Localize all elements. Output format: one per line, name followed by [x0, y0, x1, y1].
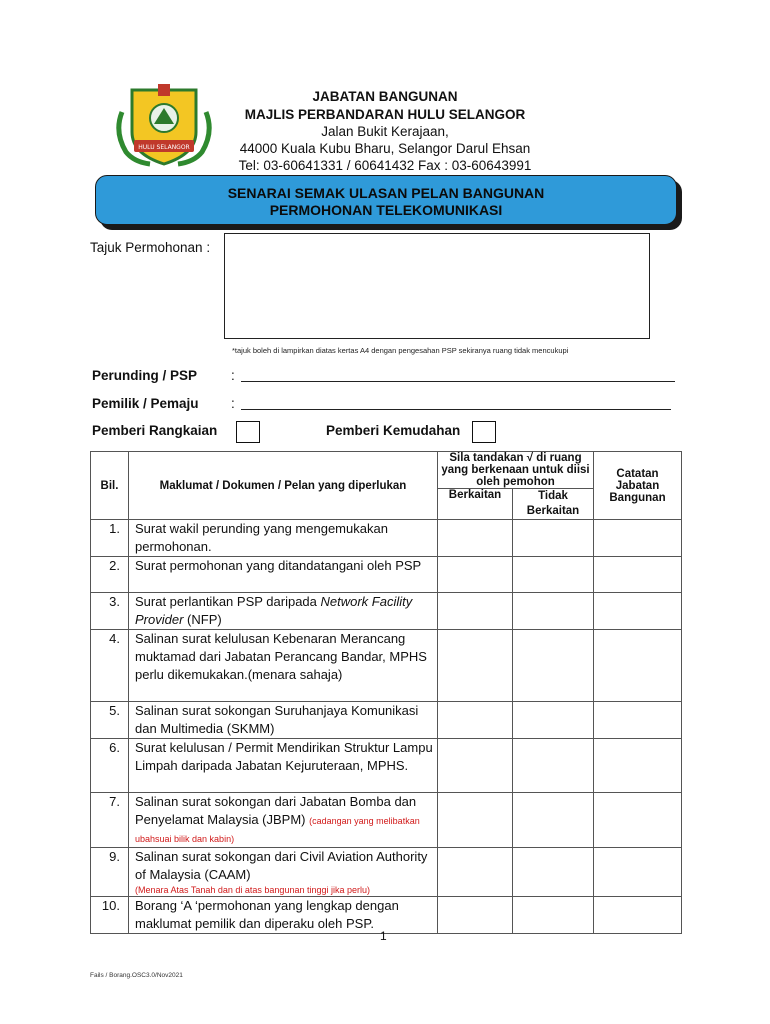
row-number: 6.: [91, 739, 129, 793]
row-number: 1.: [91, 520, 129, 557]
row-text: Surat kelulusan / Permit Mendirikan Struktur Lampu Limpah daripada Jabatan Kejuruteraan, MPHS.: [129, 739, 438, 793]
col-not-relevant-header: Tidak Berkaitan: [513, 489, 594, 520]
not-relevant-cell[interactable]: [513, 848, 594, 897]
contact-line: Tel: 03-60641331 / 60641432 Fax : 03-60643991: [238, 158, 532, 173]
council-name: MAJLIS PERBANDARAN HULU SELANGOR: [244, 107, 526, 122]
remarks-cell[interactable]: [594, 557, 682, 593]
row-text: Salinan surat sokongan dari Civil Aviation Authority of Malaysia (CAAM) (Menara Atas Tanah dan di atas bangunan tinggi jika perlu): [129, 848, 438, 897]
col-no-header: Bil.: [91, 452, 129, 520]
relevant-cell[interactable]: [438, 593, 513, 630]
title-label: Tajuk Permohonan :: [90, 240, 211, 255]
table-row: [91, 593, 682, 630]
not-relevant-cell[interactable]: [513, 739, 594, 793]
relevant-cell[interactable]: [438, 520, 513, 557]
row-red-note: (cadangan yang melibatkan ubahsuai bilik dan kabin): [135, 816, 420, 844]
relevant-cell[interactable]: [438, 630, 513, 702]
page-number: 1: [380, 929, 387, 943]
table-header-row-1: [91, 452, 682, 489]
checklist-table: [90, 451, 682, 934]
row-text: Surat perlantikan PSP daripada Network Facility Provider (NFP): [129, 593, 438, 630]
consultant-label: Perunding / PSP: [92, 368, 198, 383]
owner-field[interactable]: [241, 409, 671, 410]
row-text: Salinan surat sokongan dari Jabatan Bomba dan Penyelamat Malaysia (JBPM) (cadangan yang melibatkan ubahsuai bilik dan kabin): [129, 793, 438, 848]
table-row: [91, 848, 682, 897]
table-row: [91, 897, 682, 934]
not-relevant-cell[interactable]: [513, 897, 594, 934]
row-text: Borang ‘A ‘permohonan yang lengkap dengan maklumat pemilik dan diperaku oleh PSP.: [129, 897, 438, 934]
not-relevant-cell[interactable]: [513, 593, 594, 630]
not-relevant-cell[interactable]: [513, 702, 594, 739]
relevant-cell[interactable]: [438, 848, 513, 897]
footer-reference: Fails / Borang.OSC3.0/Nov2021: [90, 972, 183, 979]
row-text: Surat wakil perunding yang mengemukakan permohonan.: [129, 520, 438, 557]
owner-label: Pemilik / Pemaju: [92, 396, 199, 411]
table-row: [91, 557, 682, 593]
row-number: 7.: [91, 793, 129, 848]
row-number: 9.: [91, 848, 129, 897]
department-title: JABATAN BANGUNAN: [312, 89, 458, 104]
facility-provider-checkbox[interactable]: [472, 421, 496, 443]
remarks-cell[interactable]: [594, 702, 682, 739]
owner-colon: :: [231, 396, 235, 411]
row-number: 5.: [91, 702, 129, 739]
col-item-header: Maklumat / Dokumen / Pelan yang diperlukan: [129, 452, 438, 520]
banner-line-1: SENARAI SEMAK ULASAN PELAN BANGUNAN: [227, 185, 545, 201]
table-row: [91, 520, 682, 557]
remarks-cell[interactable]: [594, 739, 682, 793]
consultant-colon: :: [231, 368, 235, 383]
logo-text: HULU SELANGOR: [138, 144, 190, 151]
remarks-cell[interactable]: [594, 593, 682, 630]
relevant-cell[interactable]: [438, 702, 513, 739]
consultant-field[interactable]: [241, 381, 675, 382]
network-provider-checkbox[interactable]: [236, 421, 260, 443]
network-provider-label: Pemberi Rangkaian: [92, 423, 218, 438]
row-number: 3.: [91, 593, 129, 630]
relevant-cell[interactable]: [438, 793, 513, 848]
remarks-cell[interactable]: [594, 897, 682, 934]
not-relevant-cell[interactable]: [513, 630, 594, 702]
table-row: [91, 793, 682, 848]
row-number: 4.: [91, 630, 129, 702]
relevant-cell[interactable]: [438, 897, 513, 934]
title-note: *tajuk boleh di lampirkan diatas kertas A4 dengan pengesahan PSP sekiranya ruang tidak mencukupi: [232, 346, 569, 355]
table-row: [91, 739, 682, 793]
row-red-note: (Menara Atas Tanah dan di atas bangunan tinggi jika perlu): [135, 885, 370, 895]
table-row: [91, 702, 682, 739]
row-text: Surat permohonan yang ditandatangani oleh PSP: [129, 557, 438, 593]
col-check-instruction: Sila tandakan √ di ruang yang berkenaan untuk diisi oleh pemohon: [438, 452, 594, 489]
address-line-2: 44000 Kuala Kubu Bharu, Selangor Darul Ehsan: [239, 141, 531, 156]
row-number: 10.: [91, 897, 129, 934]
address-line-1: Jalan Bukit Kerajaan,: [321, 124, 449, 139]
not-relevant-cell[interactable]: [513, 557, 594, 593]
col-remarks-header: Catatan Jabatan Bangunan: [594, 452, 682, 520]
not-relevant-cell[interactable]: [513, 520, 594, 557]
title-input-box[interactable]: [224, 233, 650, 339]
facility-provider-label: Pemberi Kemudahan: [326, 423, 461, 438]
remarks-cell[interactable]: [594, 520, 682, 557]
remarks-cell[interactable]: [594, 793, 682, 848]
remarks-cell[interactable]: [594, 630, 682, 702]
relevant-cell[interactable]: [438, 739, 513, 793]
remarks-cell[interactable]: [594, 848, 682, 897]
col-relevant-header: Berkaitan: [438, 489, 513, 520]
relevant-cell[interactable]: [438, 557, 513, 593]
row-number: 2.: [91, 557, 129, 593]
row-text: Salinan surat sokongan Suruhanjaya Komunikasi dan Multimedia (SKMM): [129, 702, 438, 739]
row-text: Salinan surat kelulusan Kebenaran Merancang muktamad dari Jabatan Perancang Bandar, MPHS perlu dikemukakan.(menara sahaja): [129, 630, 438, 702]
not-relevant-cell[interactable]: [513, 793, 594, 848]
banner-line-2: PERMOHONAN TELEKOMUNIKASI: [269, 202, 503, 218]
table-row: [91, 630, 682, 702]
